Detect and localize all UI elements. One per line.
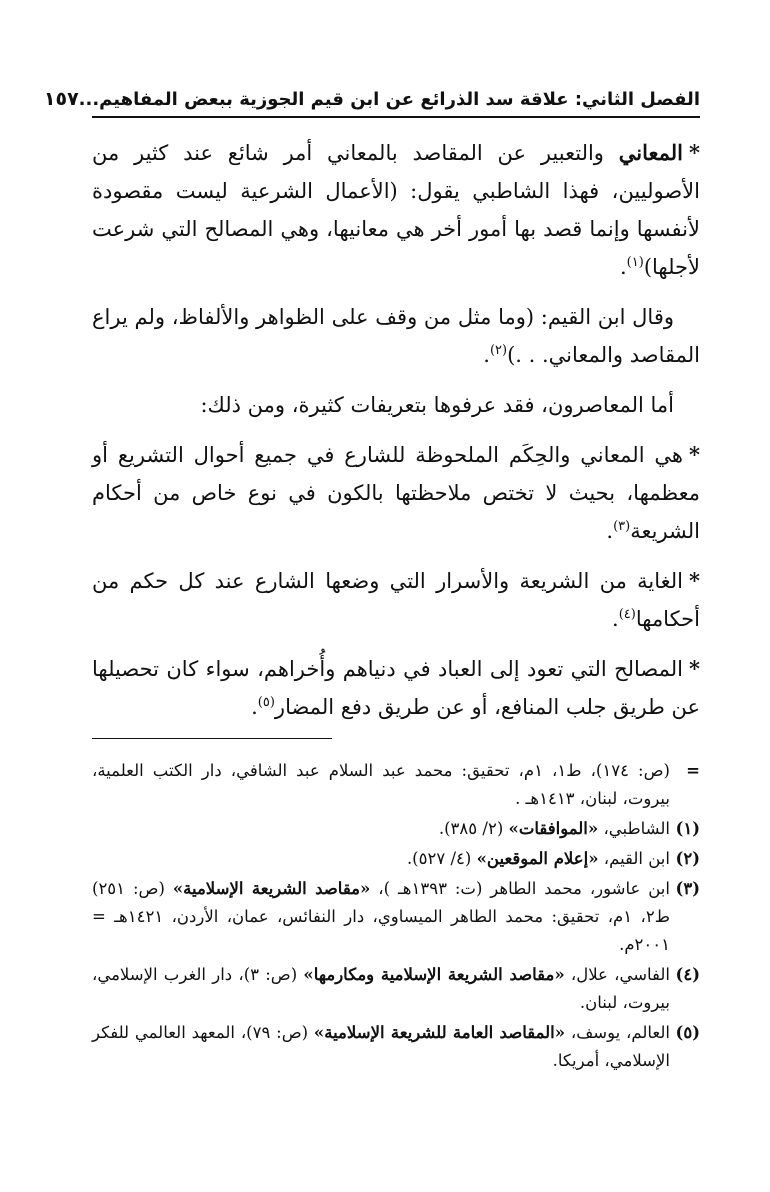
footnote-text (92, 1019, 670, 1075)
footnote-ref-2[interactable]: (٢) (489, 343, 508, 358)
footnote-details: (ص: ٧٩)، المعهد العالمي للفكر الإسلامي، أمريكا. (92, 1023, 670, 1070)
footnote-text (92, 875, 670, 959)
footnote-details: (٤/ ٥٢٧). (406, 849, 477, 868)
footnote-text: (ص: ١٧٤)، ط١، ١م، تحقيق: محمد عبد السلام عبد الشافي، دار الكتب العلمية، بيروت، لبنان، ١٤١٣هـ . (92, 761, 670, 808)
footnote-book-title: «مقاصد الشريعة الإسلامية» (172, 879, 371, 898)
footnote-mark: (٥) (675, 1023, 700, 1042)
footnote-continuation (92, 757, 700, 813)
footnote-author: الشاطبي، (598, 819, 670, 838)
footnote-ref-4[interactable]: (٤) (618, 607, 636, 622)
paragraph-end: . (483, 343, 490, 367)
footnote-details: (٢/ ٣٨٥). (438, 819, 509, 838)
footnote-2 (92, 845, 700, 873)
paragraph-end: . (612, 607, 619, 631)
main-text (92, 134, 700, 726)
definition-2 (92, 562, 700, 638)
footnote-book-title: «الموافقات» (508, 819, 599, 838)
footnote-mark: (٤) (675, 965, 700, 984)
footnote-author: ابن القيم، (598, 849, 670, 868)
footnote-author: الفاسي، علال، (564, 965, 671, 984)
star-bullet: * (689, 656, 700, 681)
chapter-title: الفصل الثاني: علاقة سد الذرائع عن ابن قيم الجوزية ببعض المفاهيم... (78, 89, 700, 110)
footnotes (92, 757, 700, 1075)
footnote-mark: = (686, 761, 700, 780)
footnote-ref-5[interactable]: (٥) (257, 695, 275, 710)
footnote-4 (92, 961, 700, 1017)
footnote-mark: (١) (675, 819, 700, 838)
paragraph-text: الغاية من الشريعة والأسرار التي وضعها الشارع عند كل حكم من أحكامها (92, 569, 700, 631)
definition-1 (92, 436, 700, 550)
paragraph-text: وقال ابن القيم: (وما مثل من وقف على الظواهر والألفاظ، ولم يراع المقاصد والمعاني. . .) (92, 305, 700, 367)
footnote-5 (92, 1019, 700, 1075)
footnote-author: العالم، يوسف، (565, 1023, 670, 1042)
paragraph-contemporaries (92, 386, 700, 424)
paragraph-end: . (251, 695, 258, 719)
paragraph-text: أما المعاصرون، فقد عرفوها بتعريفات كثيرة، ومن ذلك: (200, 393, 674, 417)
footnote-mark: (٢) (675, 849, 700, 868)
footnote-ref-1[interactable]: (١) (626, 255, 644, 270)
paragraph-maani (92, 134, 700, 286)
paragraph-text: والتعبير عن المقاصد بالمعاني أمر شائع عند كثير من الأصوليين، فهذا الشاطبي يقول: (الأعمال الشرعية ليست مقصودة لأنفسها وإنما قصد بها أمور أخر هي معانيها، وهي المصالح التي شرعت لأجلها) (92, 141, 700, 279)
footnote-3 (92, 875, 700, 959)
definition-3 (92, 650, 700, 726)
page-number: ١٥٧ (43, 88, 79, 110)
star-bullet: * (689, 442, 700, 467)
paragraph-text: المصالح التي تعود إلى العباد في دنياهم وأُخراهم، سواء كان تحصيلها عن طريق جلب المنافع، أو عن طريق دفع المضار (92, 657, 700, 719)
footnote-text (92, 815, 670, 843)
book-page (43, 88, 700, 1077)
footnote-mark: (٣) (675, 879, 700, 898)
footnote-details: (ص: ٢٥١) ط٢، ١م، تحقيق: محمد الطاهر الميساوي، دار النفائس، عمان، الأردن، ١٤٢١هـ = ٢٠٠١م. (92, 879, 671, 954)
footnote-text (92, 845, 670, 873)
footnote-book-title: «مقاصد الشريعة الإسلامية ومكارمها» (303, 965, 565, 984)
footnote-1 (92, 815, 700, 843)
footnote-ref-3[interactable]: (٣) (613, 519, 631, 534)
running-header (43, 88, 700, 118)
paragraph-end: . (606, 519, 614, 543)
paragraph-ibn-qayyim (92, 298, 700, 374)
star-bullet: * (689, 140, 700, 165)
bold-term-maani: المعاني (618, 140, 684, 165)
footnote-separator (92, 738, 332, 739)
footnote-details: (ص: ٣)، دار الغرب الإسلامي، بيروت، لبنان. (92, 965, 670, 1012)
footnote-author: ابن عاشور، محمد الطاهر (ت: ١٣٩٣هـ )، (370, 879, 670, 898)
paragraph-end: . (619, 255, 627, 279)
paragraph-text: هي المعاني والحِكَم الملحوظة للشارع في جميع أحوال التشريع أو معظمها، بحيث لا تختص ملاحظتها بالكون في نوع خاص من أحكام الشريعة (92, 443, 700, 543)
star-bullet: * (689, 568, 700, 593)
footnote-text (92, 961, 670, 1017)
footnote-book-title: «إعلام الموقعين» (476, 849, 599, 868)
footnote-book-title: «المقاصد العامة للشريعة الإسلامية» (313, 1023, 566, 1042)
